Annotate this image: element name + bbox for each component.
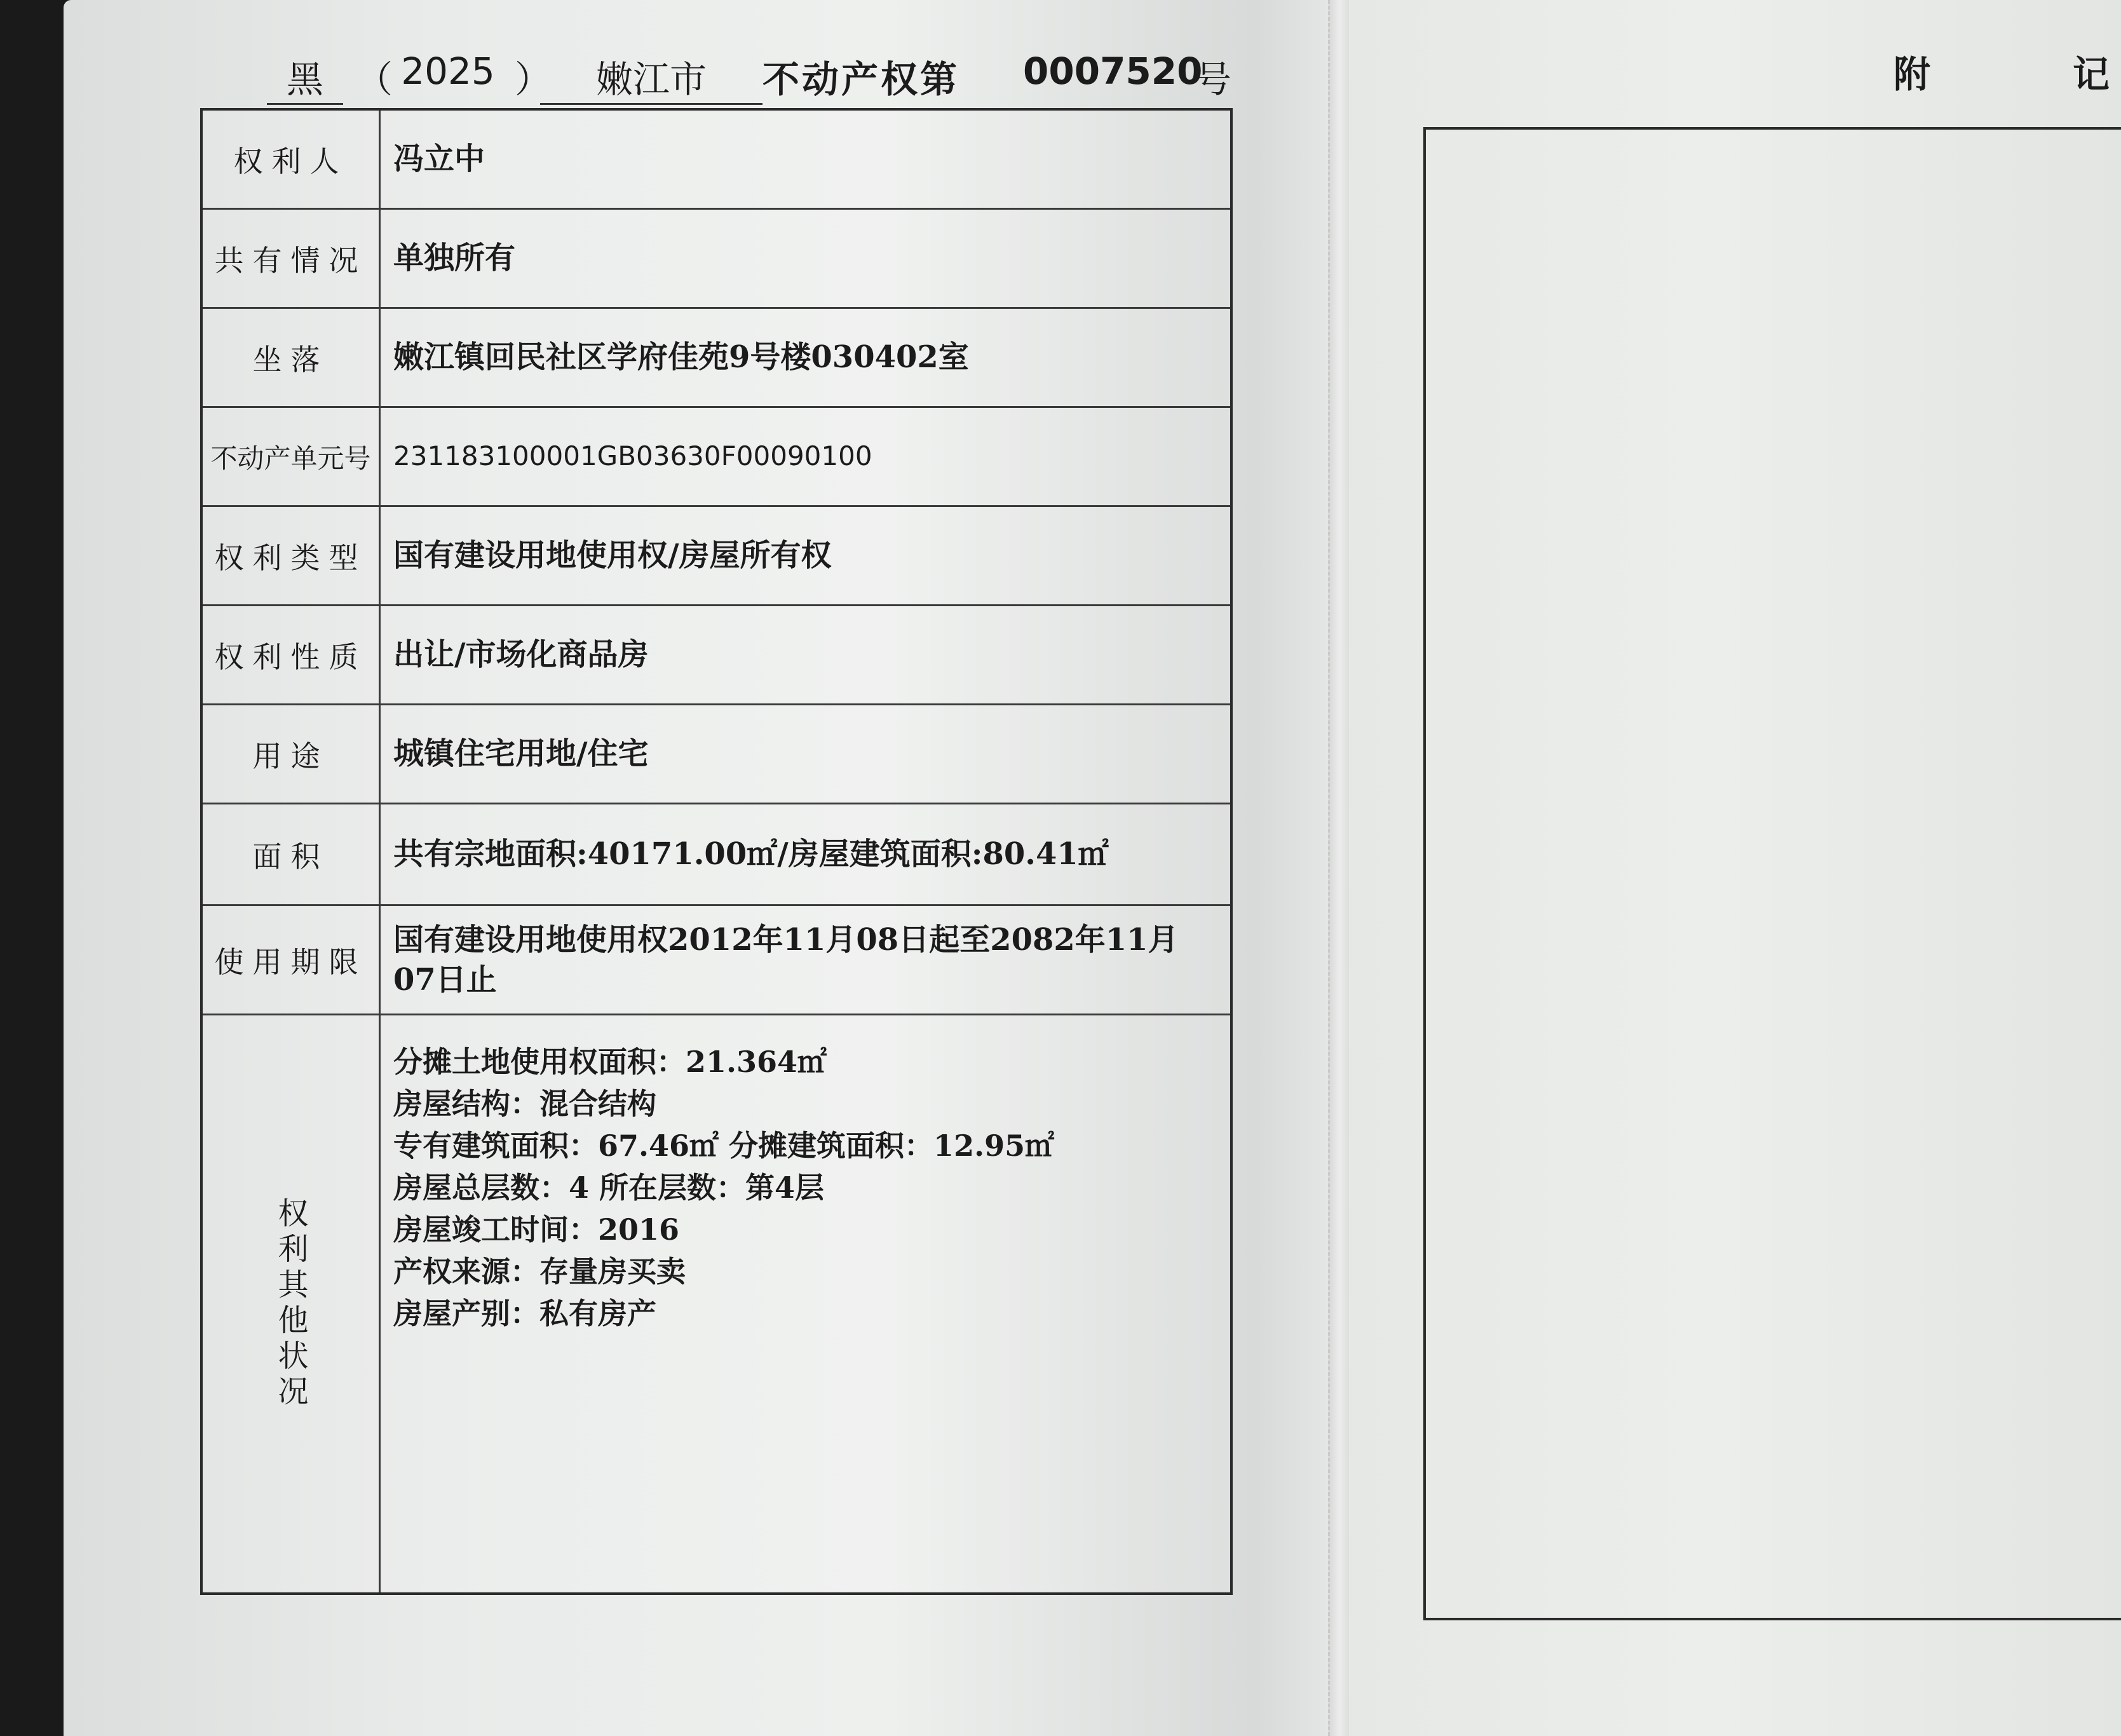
certificate-number: 0007520: [1023, 50, 1203, 93]
certificate-spread: [64, 0, 2121, 1736]
row-label: 不动产单元号: [203, 408, 381, 505]
other-line-land-share: 分摊土地使用权面积：21.364㎡: [393, 1045, 827, 1079]
annex-title: [1894, 44, 2110, 98]
row-label: 用途: [203, 705, 381, 803]
row-label: 使用期限: [203, 906, 381, 1014]
certificate-title: 不动产权第: [762, 58, 960, 101]
row-right-nature: [203, 606, 1230, 705]
row-label: 权利人: [203, 111, 381, 208]
row-value: 国有建设用地使用权2012年11月08日起至2082年11月07日止: [393, 922, 1179, 998]
row-right-type: [203, 507, 1230, 606]
row-label: 面积: [203, 804, 381, 904]
row-label: 权利类型: [203, 507, 381, 604]
row-unit-number: [203, 408, 1230, 507]
row-value: 单独所有: [393, 240, 516, 276]
row-label: 共有情况: [203, 210, 381, 307]
other-line-source: 产权来源：存量房买卖: [393, 1254, 686, 1289]
other-status-label: 权利其他状况: [273, 1197, 308, 1411]
certificate-suffix: 号: [1195, 58, 1232, 101]
row-value: 出让/市场化商品房: [393, 637, 649, 673]
other-status-lines: [393, 1041, 1211, 1334]
province-abbr: 黑: [267, 50, 343, 105]
paren-open: （: [356, 58, 393, 101]
annex-title-char-2: 记: [2072, 53, 2110, 96]
annex-title-char-1: 附: [1894, 53, 1931, 96]
paren-close: ）: [515, 58, 552, 101]
other-line-floors: 房屋总层数：4 所在层数：第4层: [393, 1170, 825, 1205]
other-line-category: 房屋产别：私有房产: [393, 1296, 656, 1331]
row-owner: [203, 111, 1230, 210]
row-label: 坐落: [203, 309, 381, 406]
certificate-header: [254, 43, 1245, 113]
row-usage: [203, 705, 1230, 804]
property-table: [200, 108, 1233, 1595]
row-location: [203, 309, 1230, 408]
other-status-label-cell: [203, 1015, 381, 1592]
row-value: 城镇住宅用地/住宅: [393, 736, 649, 772]
other-status-block: [203, 1015, 1230, 1592]
city: 嫩江市: [540, 50, 762, 105]
row-value: 冯立中: [393, 141, 485, 177]
other-line-building-area: 专有建筑面积：67.46㎡ 分摊建筑面积：12.95㎡: [393, 1129, 1055, 1163]
year: 2025: [401, 50, 495, 93]
row-value: 国有建设用地使用权/房屋所有权: [393, 538, 832, 574]
row-term: [203, 906, 1230, 1015]
row-value: 嫩江镇回民社区学府佳苑9号楼030402室: [393, 339, 969, 376]
page-fold: [1328, 0, 1349, 1736]
row-co-ownership: [203, 210, 1230, 309]
annex-box: [1423, 127, 2121, 1620]
row-area: [203, 804, 1230, 906]
row-value: 共有宗地面积:40171.00㎡/房屋建筑面积:80.41㎡: [393, 836, 1109, 872]
other-line-completion: 房屋竣工时间：2016: [393, 1212, 680, 1247]
row-label: 权利性质: [203, 606, 381, 703]
row-value: 231183100001GB03630F00090100: [393, 440, 872, 472]
other-line-structure: 房屋结构：混合结构: [393, 1087, 656, 1121]
